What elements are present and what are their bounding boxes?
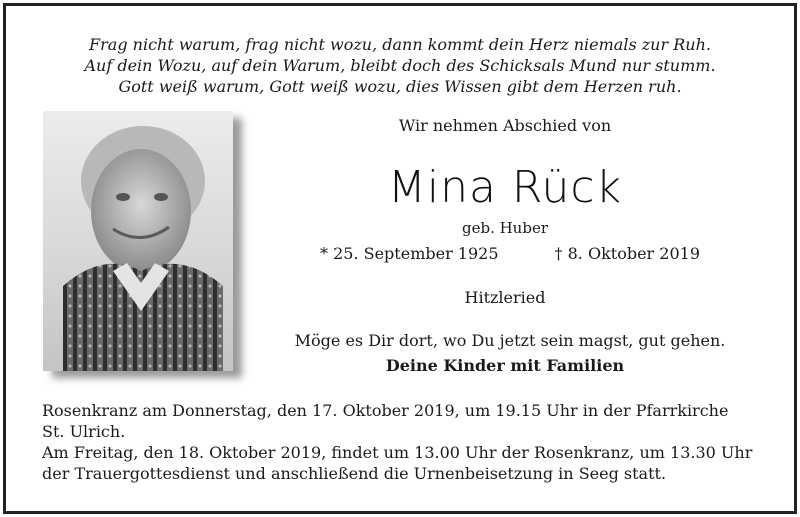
service-line-2: der Trauergottesdienst und anschließend die Urnenbeisetzung in Seeg statt. — [42, 464, 667, 483]
deceased-name: Mina Rück — [387, 162, 623, 213]
rosary-line-1: Rosenkranz am Donnerstag, den 17. Oktober 2019, um 19.15 Uhr in der Pfarrkirche — [42, 401, 729, 420]
birth-date: * 25. September 1925 — [320, 244, 499, 263]
life-dates — [320, 244, 700, 263]
farewell-intro: Wir nehmen Abschied von — [398, 116, 612, 135]
hometown: Hitzleried — [464, 288, 546, 307]
poem-line-2: Auf dein Wozu, auf dein Warum, bleibt doch des Schicksals Mund nur stumm. — [84, 56, 716, 75]
poem-line-1: Frag nicht warum, frag nicht wozu, dann kommt dein Herz niemals zur Ruh. — [89, 35, 711, 54]
rosary-line-2: St. Ulrich. — [42, 422, 126, 441]
birth-name: geb. Huber — [461, 219, 548, 237]
poem — [0, 34, 800, 97]
portrait-photo — [43, 111, 233, 371]
service-details — [42, 400, 772, 484]
poem-line-3: Gott weiß warum, Gott weiß wozu, dies Wissen gibt dem Herzen ruh. — [118, 77, 682, 96]
service-line-1: Am Freitag, den 18. Oktober 2019, findet um 13.00 Uhr der Rosenkranz, um 13.30 Uhr — [42, 443, 753, 462]
mourners: Deine Kinder mit Familien — [385, 356, 625, 375]
farewell-wish: Möge es Dir dort, wo Du jetzt sein magst, gut gehen. — [294, 331, 726, 350]
death-date: † 8. Oktober 2019 — [554, 244, 700, 263]
